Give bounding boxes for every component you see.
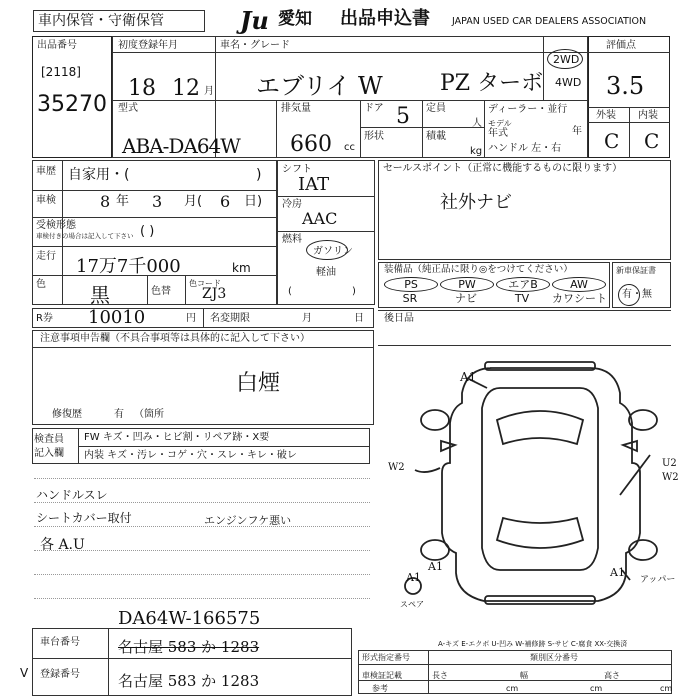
name-change-label: 名変期限 xyxy=(210,313,250,324)
exterior-label: 外装 xyxy=(596,110,616,121)
load-label: 積載 xyxy=(426,131,446,142)
diagram-rear-bumper xyxy=(485,596,595,604)
note-line xyxy=(34,478,370,479)
spare-label: スペア xyxy=(400,600,424,609)
name-change-month: 月 xyxy=(302,313,312,324)
diagram-roof xyxy=(482,388,598,570)
equipment-item: ナビ xyxy=(455,292,477,305)
equipment-item: エアB xyxy=(496,277,550,292)
equipment-item: AW xyxy=(552,277,606,292)
lot-label: 出品番号 xyxy=(37,40,77,51)
lot-number: 35270 xyxy=(37,92,107,117)
divider xyxy=(32,217,277,218)
cert-length-label: 長さ xyxy=(432,671,448,680)
mark-u2-right: U2 xyxy=(662,458,677,469)
selling-points-label: セールスポイント（正常に機能するものに限ります） xyxy=(383,163,623,174)
diagram-rear-window xyxy=(497,518,583,548)
equipment-item: SR xyxy=(402,292,418,305)
interior-value: C xyxy=(644,129,660,153)
load-unit: kg xyxy=(470,146,483,157)
history-label: 車歴 xyxy=(36,166,56,177)
diagram-mark-line xyxy=(415,468,440,472)
equipment-item: カワシート xyxy=(552,292,607,305)
wheel-rl xyxy=(421,540,449,560)
capacity-unit: 人 xyxy=(472,118,482,129)
notes-label: 注意事項申告欄（不具合事項等は具体的に記入して下さい） xyxy=(40,333,310,344)
car-damage-diagram xyxy=(395,360,680,620)
door-label: ドア xyxy=(364,103,384,114)
divider xyxy=(629,107,630,158)
mark-a1-top: A1 xyxy=(460,370,477,384)
wheel-rr xyxy=(629,540,657,560)
color-code-label: 色コード xyxy=(189,279,221,288)
fuel-label: 燃料 xyxy=(282,234,302,245)
divider xyxy=(358,664,672,665)
association-name: JAPAN USED CAR DEALERS ASSOCIATION xyxy=(452,16,647,27)
mileage-value: 17万7千000 xyxy=(76,256,181,277)
divider xyxy=(112,52,588,53)
ju-logo-mark: Ju xyxy=(240,6,269,35)
equipment-item: TV xyxy=(514,292,530,305)
equipment-grid xyxy=(384,277,606,307)
year-unit: 年 xyxy=(572,126,582,137)
inspector-label-2: 記入欄 xyxy=(34,448,64,459)
aircon-value: AAC xyxy=(302,209,338,228)
divider xyxy=(32,190,277,191)
divider xyxy=(378,345,671,346)
mileage-unit: km xyxy=(232,261,251,275)
divider xyxy=(277,231,375,232)
divider xyxy=(422,100,423,158)
shift-value: IAT xyxy=(298,174,330,195)
dealer-label: ディーラー・並行 xyxy=(488,104,568,115)
equipment-item: PS xyxy=(384,277,438,292)
fuel-bracket-open: ( xyxy=(288,286,292,297)
cert-class-label: 類別区分番号 xyxy=(530,653,578,662)
diagram-windshield xyxy=(497,411,583,444)
repair-place: （箇所 xyxy=(134,409,164,420)
divider xyxy=(588,52,670,53)
drive-2wd-circle xyxy=(547,49,583,69)
displacement-unit: cc xyxy=(344,142,355,153)
cert-unit-2: cm xyxy=(590,684,603,693)
warranty-circle xyxy=(618,284,640,306)
inspection-month-unit: 月( xyxy=(184,194,203,209)
mark-w2-right: W2 xyxy=(662,472,679,483)
rear-label: 後日品 xyxy=(384,313,414,324)
registration-label: 登録番号 xyxy=(40,669,80,680)
color-change-label: 色替 xyxy=(151,286,171,297)
fuel-diesel: 軽油 xyxy=(316,267,336,278)
acceptance-value: ( ) xyxy=(140,224,155,239)
first-reg-month: 12 xyxy=(172,76,200,101)
fuel-gasoline-circle xyxy=(306,240,348,260)
inspection-month: 3 xyxy=(152,192,163,211)
divider xyxy=(108,628,109,696)
drive-2wd: 2WD xyxy=(553,53,580,66)
repair-has: 有 xyxy=(114,409,124,420)
cert-unit-1: cm xyxy=(506,684,519,693)
mark-a1-bl: A1 xyxy=(406,571,421,584)
note-line xyxy=(34,526,370,527)
registration-value: 名古屋 583 か 1283 xyxy=(118,672,260,690)
year-label: 年式 xyxy=(488,128,508,139)
mark-w2-left: W2 xyxy=(388,462,405,473)
model-label: 車名・グレード xyxy=(220,40,290,51)
wheel-fl xyxy=(421,410,449,430)
divider xyxy=(32,347,374,348)
color-label: 色 xyxy=(36,279,46,290)
acceptance-label: 受検形態 xyxy=(36,220,76,231)
divider xyxy=(428,650,429,694)
inspection-label: 車検 xyxy=(36,195,56,206)
fuel-bracket-close: ) xyxy=(352,286,356,297)
history-close: ) xyxy=(256,167,262,183)
recycle-value: 10010 xyxy=(88,307,146,328)
org-name: 愛知 xyxy=(278,9,312,29)
divider xyxy=(203,308,204,328)
inspection-year: 8 xyxy=(100,192,111,211)
chassis-value: 名古屋 583 か 1283 xyxy=(118,638,260,656)
diagram-right-mirror xyxy=(623,441,637,451)
diagram-left-mirror xyxy=(441,441,455,451)
interior-label: 内装 xyxy=(638,110,658,121)
inspector-row1: FW キズ・凹み・ヒビ割・リペア跡・X要 xyxy=(84,432,270,443)
cert-unit-3: cm xyxy=(660,684,673,693)
type-label: 型式 xyxy=(118,103,138,114)
acceptance-note: 車検付きの場合は記入して下さい xyxy=(36,232,134,240)
first-reg-label: 初度登録年月 xyxy=(118,40,178,51)
handle-label: ハンドル 左・右 xyxy=(488,143,562,154)
selling-points-text: 社外ナビ xyxy=(440,192,512,213)
grade-value: 3.5 xyxy=(606,72,645,100)
divider xyxy=(32,658,352,659)
lot-box xyxy=(32,36,112,158)
inspection-day-unit: 日) xyxy=(244,194,263,209)
cert-ref-label: 参考 xyxy=(372,684,388,693)
storage-type: 車内保管・守衛保管 xyxy=(38,13,164,29)
cert-record-label: 車検証記載 xyxy=(362,671,402,680)
mark-a1-br: A1 xyxy=(610,566,625,579)
equipment-label: 装備品（純正品に限り◎をつけてください） xyxy=(384,264,573,275)
selling-points-box xyxy=(378,160,671,260)
divider xyxy=(484,100,485,158)
inspector-label: 検査員 xyxy=(34,434,64,445)
aircon-label: 冷房 xyxy=(282,199,302,210)
displacement-label: 排気量 xyxy=(281,103,311,114)
chassis-number-handwritten: DA64W-166575 xyxy=(118,608,261,629)
first-reg-month-unit: 月 xyxy=(204,86,214,97)
model-year-label: モデル xyxy=(488,119,512,128)
divider xyxy=(78,446,370,447)
shape-label: 形状 xyxy=(364,131,384,142)
diagram-mark-line xyxy=(620,455,650,495)
inspector-note-4: 各 A.U xyxy=(40,537,85,553)
divider xyxy=(32,246,277,247)
shift-label: シフト xyxy=(282,164,312,175)
capacity-label: 定員 xyxy=(426,103,446,114)
note-line xyxy=(34,574,370,575)
chassis-label: 車台番号 xyxy=(40,637,80,648)
cert-width-label: 幅 xyxy=(520,671,528,680)
divider xyxy=(378,310,671,311)
first-reg-year: 18 xyxy=(128,76,156,101)
storage-type-box xyxy=(33,10,205,32)
divider xyxy=(360,127,484,128)
grade-label: 評価点 xyxy=(606,40,636,51)
mark-u-br: アッパー xyxy=(640,575,676,585)
inspection-day: 6 xyxy=(220,192,231,211)
fuel-gasoline: ガソリン xyxy=(313,246,353,257)
model-name: エブリイ W xyxy=(256,72,383,100)
displacement-value: 660 xyxy=(290,132,332,157)
notes-text: 白煙 xyxy=(236,371,281,396)
inspection-year-unit: 年 xyxy=(116,194,130,209)
divider xyxy=(358,680,672,681)
color-code: ZJ3 xyxy=(202,286,227,302)
form-title: 出品申込書 xyxy=(340,8,430,29)
equipment-item: PW xyxy=(440,277,494,292)
model-grade: PZ ターボ xyxy=(440,71,544,96)
mark-a1-bl2: A1 xyxy=(428,560,443,573)
repair-label: 修復歴 xyxy=(52,409,82,420)
cert-height-label: 高さ xyxy=(604,671,620,680)
damage-legend: A-キズ E-エクボ U-凹み W-補修跡 S-サビ C-腐食 XX-交換済 xyxy=(438,640,628,648)
inspector-note-1: ハンドルスレ xyxy=(36,488,108,502)
divider xyxy=(277,196,375,197)
inspector-note-2: シートカバー取付 xyxy=(36,511,132,525)
name-change-day: 日 xyxy=(354,313,364,324)
divider xyxy=(276,100,277,158)
registration-check: V xyxy=(20,666,29,680)
type-value: ABA-DA64W xyxy=(122,134,240,158)
divider xyxy=(147,275,148,305)
notes-box xyxy=(32,330,374,425)
inspector-row2: 内装 キズ・汚レ・コゲ・穴・スレ・キレ・破レ xyxy=(84,450,297,461)
color-value: 黒 xyxy=(90,283,110,307)
divider xyxy=(543,36,544,100)
divider xyxy=(185,275,186,305)
divider xyxy=(360,100,361,158)
history-value: 自家用・( xyxy=(68,167,130,183)
lot-bracket: [2118] xyxy=(41,65,81,79)
inspector-note-3: エンジンフケ悪い xyxy=(204,514,292,527)
recycle-label: R券 xyxy=(36,313,53,324)
mileage-label: 走行 xyxy=(36,251,56,262)
warranty-value: 有・無 xyxy=(622,289,652,300)
cert-type-label: 形式指定番号 xyxy=(362,653,410,662)
note-line xyxy=(34,598,370,599)
door-value: 5 xyxy=(396,104,410,129)
recycle-unit: 円 xyxy=(186,313,196,324)
exterior-value: C xyxy=(604,129,620,153)
wheel-fr xyxy=(629,410,657,430)
drive-4wd: 4WD xyxy=(555,76,582,89)
warranty-label: 新車保証書 xyxy=(616,266,656,275)
